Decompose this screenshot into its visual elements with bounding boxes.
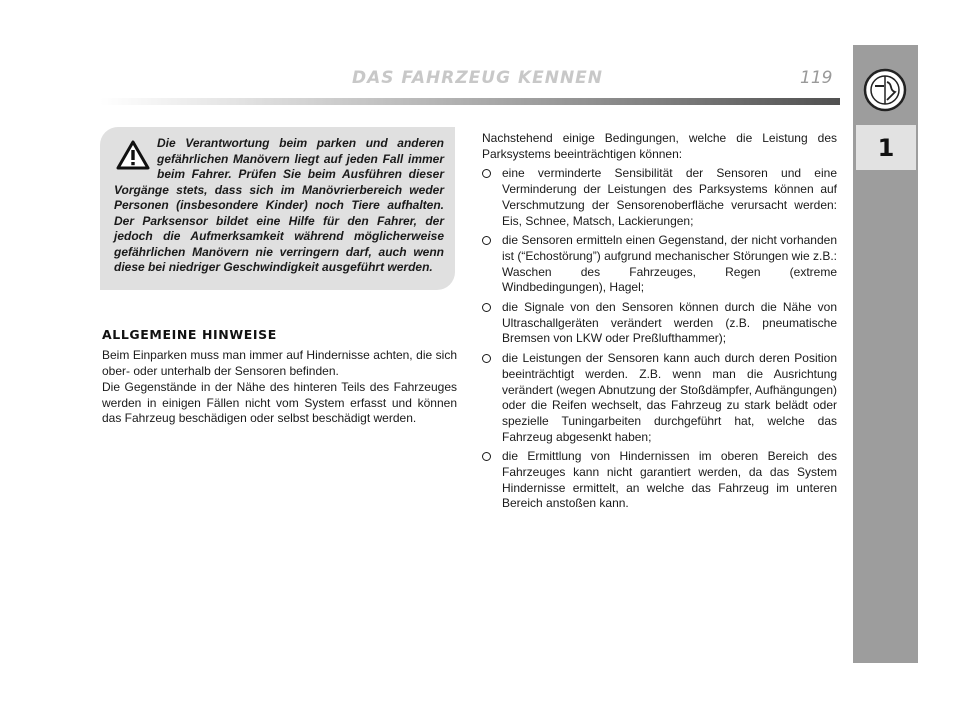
conditions-intro: Nachstehend einige Bedingungen, welche die Leistung des Parksystems beeinträchtigen können: xyxy=(482,131,837,161)
list-item xyxy=(482,449,837,512)
warning-text: Die Verantwortung beim parken und anderen gefährlichen Manövern liegt auf jeden Fall immer beim Fahrer. Prüfen Sie beim Ausführen dieser Vorgänge stets, dass sich im Manövrierbereich weder Personen (insbesondere Kinder) noch Tiere aufhalten. Der Parksensor bildet eine Hilfe für den Fahrer, der jedoch die Aufmerksamkeit während möglicherweise gefährlichen Manövern nie verringern darf, auch wenn diese bei niedriger Geschwindigkeit ausgeführt werden. xyxy=(114,136,444,274)
list-item xyxy=(482,300,837,347)
general-notes-paragraph-2: Die Gegenstände in der Nähe des hinteren Teils des Fahrzeuges werden in einigen Fällen nicht vom System erfasst und können das Fahrzeug beschädigen oder selbst beschädigt werden. xyxy=(102,380,457,426)
section-heading: ALLGEMEINE HINWEISE xyxy=(102,327,277,342)
warning-box xyxy=(100,127,455,290)
conditions-list xyxy=(482,166,837,512)
bullet-circle-icon xyxy=(482,236,491,245)
page-number: 119 xyxy=(800,68,833,88)
bullet-circle-icon xyxy=(482,452,491,461)
list-item xyxy=(482,233,837,296)
page-header-title: DAS FAHRZEUG KENNEN xyxy=(352,68,604,88)
bullet-circle-icon xyxy=(482,354,491,363)
alfa-romeo-badge-icon xyxy=(863,68,907,112)
list-item xyxy=(482,351,837,445)
bullet-circle-icon xyxy=(482,303,491,312)
list-item-text: die Sensoren ermitteln einen Gegenstand, der nicht vorhanden ist (“Echostörung”) aufgrund mechanischer Störungen wie z.B.: Waschen des Fahrzeuges, Regen (extreme Windbedingungen), Hagel; xyxy=(502,233,837,295)
list-item-text: die Leistungen der Sensoren kann auch durch deren Position beeinträchtigt werden. Z.B. wenn man die Ausrichtung verändert (wegen Abnutzung der Stoßdämpfer, Aufhängungen) oder die Reifen wechselt, das Fahrzeug zu stark belädt oder spezielle Tuningarbeiten durchgeführt hat, welche das Fahrzeug abgesenkt haben; xyxy=(502,351,837,444)
conditions-column xyxy=(482,131,837,516)
general-notes-paragraph-1: Beim Einparken muss man immer auf Hindernisse achten, die sich ober- oder unterhalb der Sensoren befinden. xyxy=(102,348,457,378)
list-item xyxy=(482,166,837,229)
list-item-text: die Ermittlung von Hindernissen im oberen Bereich des Fahrzeuges kann nicht garantiert werden, da das System Hindernisse ermittelt, an welche das Fahrzeug im unteren Bereich anstoßen kann. xyxy=(502,449,837,511)
list-item-text: eine verminderte Sensibilität der Sensoren und eine Verminderung der Leistungen des Parksystems können auf Verschmutzung der Sensorenoberfläche verursacht werden: Eis, Schnee, Matsch, Lackierungen; xyxy=(502,166,837,228)
header-rule xyxy=(100,98,840,105)
chapter-number: 1 xyxy=(856,125,916,170)
bullet-circle-icon xyxy=(482,169,491,178)
list-item-text: die Signale von den Sensoren können durch die Nähe von Ultraschallgeräten verändert werden (z.B. pneumatische Bremsen von LKW oder Preßlufthammer); xyxy=(502,300,837,346)
